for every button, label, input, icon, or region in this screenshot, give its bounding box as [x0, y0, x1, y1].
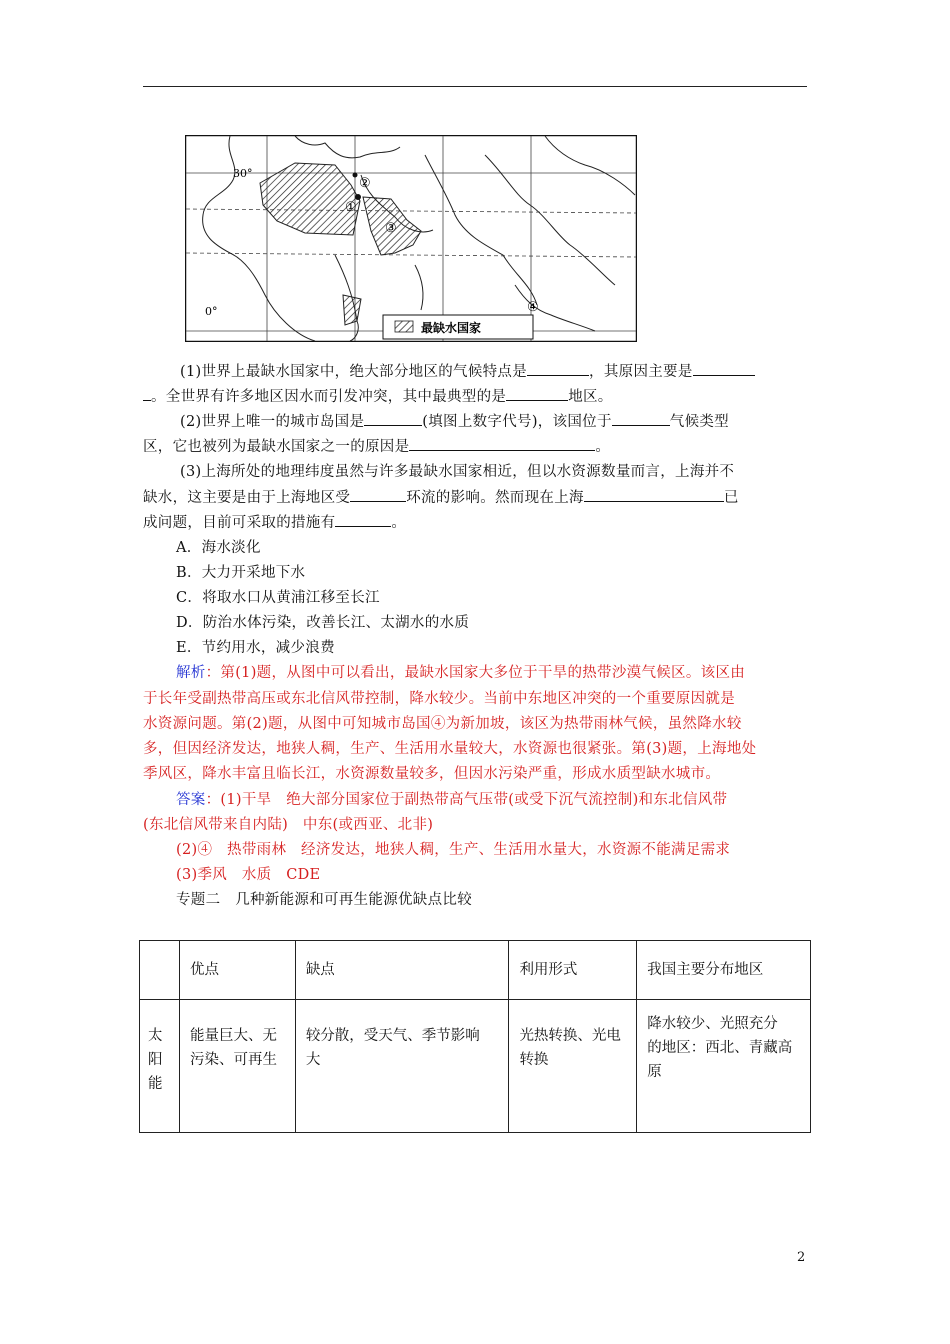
table-cell-pros: 能量巨大、无 污染、可再生	[179, 1000, 295, 1133]
table-header-cell	[140, 941, 180, 1000]
blank[interactable]	[612, 411, 670, 426]
answer-line1: 答案：(1)干旱 绝大部分国家位于副热带高气压带(或受下沉气流控制)和东北信风带	[176, 792, 728, 808]
legend-swatch	[395, 321, 413, 332]
analysis-line3: 水资源问题。第(2)题，从图中可知城市岛国④为新加坡，该区为热带雨林气候，虽然降水较	[143, 716, 742, 732]
analysis-line1: 解析：第(1)题，从图中可以看出，最缺水国家大多位于干旱的热带沙漠气候区。该区由	[176, 665, 746, 681]
blank[interactable]	[506, 386, 568, 401]
analysis-line2: 于长年受副热带高压或东北信风带控制，降水较少。当前中东地区冲突的一个重要原因就是	[143, 691, 735, 707]
analysis-line5: 季风区，降水丰富且临长江，水资源数量较多，但因水污染严重，形成水质型缺水城市。	[143, 766, 721, 782]
option-d: D．防治水体污染，改善长江、太湖水的水质	[176, 615, 470, 631]
water-shortage-map	[185, 135, 637, 342]
table-cell-energy-name: 太 阳 能	[140, 1000, 180, 1133]
table-cell-region: 降水较少、光照充分 的地区：西北、青藏高 原	[637, 1000, 811, 1133]
blank[interactable]	[143, 386, 151, 401]
table-row	[140, 1000, 811, 1133]
answer-line2: (东北信风带来自内陆) 中东(或西亚、北非)	[143, 817, 434, 833]
marker-4: ④	[527, 300, 539, 315]
q1-line1: (1)世界上最缺水国家中，绝大部分地区的气候特点是 ，其原因主要是	[180, 361, 755, 382]
table-header-cell: 我国主要分布地区	[637, 941, 811, 1000]
table-cell-cons: 较分散，受天气、季节影响 大	[295, 1000, 509, 1133]
analysis-line4: 多，但因经济发达，地狭人稠，生产、生活用水量较大，水资源也很紧张。第(3)题，上海地处	[143, 741, 757, 757]
blank[interactable]	[584, 487, 724, 502]
marker-2: ②	[359, 176, 371, 191]
q1-line2: 。全世界有许多地区因水而引发冲突，其中最典型的是 地区。	[143, 386, 613, 407]
blank[interactable]	[350, 487, 406, 502]
energy-comparison-table	[139, 940, 811, 1133]
topic-title: 专题二 几种新能源和可再生能源优缺点比较	[176, 892, 472, 908]
legend-label: 最缺水国家	[421, 321, 482, 335]
blank[interactable]	[335, 512, 391, 527]
lat-30-label: 30°	[233, 167, 253, 180]
option-e: E．节约用水，减少浪费	[176, 640, 335, 656]
page-number: 2	[797, 1250, 806, 1265]
marker-1: ①	[345, 200, 357, 215]
option-b: B．大力开采地下水	[176, 565, 306, 581]
analysis-label: 解析	[176, 665, 206, 681]
option-a: A．海水淡化	[176, 540, 261, 556]
answer-label: 答案	[176, 792, 206, 808]
blank[interactable]	[364, 411, 422, 426]
q3-line2: 缺水，这主要是由于上海地区受 环流的影响。然而现在上海 已	[143, 487, 739, 508]
table-header-row	[140, 941, 811, 1000]
lat-0-label: 0°	[205, 305, 218, 318]
q2-line2: 区，它也被列为最缺水国家之一的原因是 。	[143, 436, 610, 457]
answer-line3: (2)④ 热带雨林 经济发达，地狭人稠，生产、生活用水量大，水资源不能满足需求	[176, 842, 731, 858]
table-header-cell: 缺点	[295, 941, 509, 1000]
q2-line1: (2)世界上唯一的城市岛国是 (填图上数字代号)，该国位于 气候类型	[180, 411, 729, 432]
marker-3: ③	[385, 221, 397, 236]
blank[interactable]	[693, 361, 755, 376]
table-cell-use: 光热转换、光电 转换	[509, 1000, 637, 1133]
answer-line4: (3)季风 水质 CDE	[176, 867, 321, 883]
table-header-cell: 优点	[179, 941, 295, 1000]
blank[interactable]	[409, 436, 595, 451]
blank[interactable]	[527, 361, 589, 376]
header-rule	[143, 86, 807, 87]
option-c: C．将取水口从黄浦江移至长江	[176, 590, 380, 606]
q3-line1: (3)上海所处的地理纬度虽然与许多最缺水国家相近，但以水资源数量而言，上海并不	[180, 464, 735, 480]
q3-line3: 成问题，目前可采取的措施有 。	[143, 512, 406, 533]
table-header-cell: 利用形式	[509, 941, 637, 1000]
